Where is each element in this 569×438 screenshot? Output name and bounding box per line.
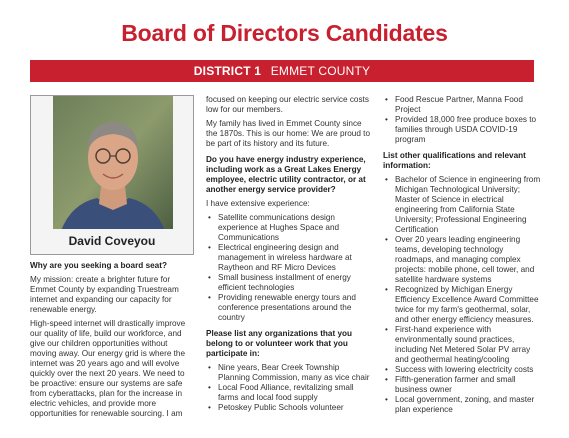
answer-internet: High-speed internet will drastically improve our quality of life, build our workforce, and give our children opportunities without moving away. Our energy grid is where the internet was 20 years ago and will evolve quickly over the next 20 years. We need to be proactive: ensure our systems are safe from cyberattacks, plan for the increase in electric vehicles, and provide more opportunities for renewable sourcing. I am (30, 319, 186, 418)
list-item: • Recognized by Michigan Energy Efficiency Excellence Award Committee twice for my farm's geothermal, solar, and other energy efficiency measures. (383, 285, 543, 325)
list-item: • Food Rescue Partner, Manna Food Project (383, 95, 543, 115)
answer-family: My family has lived in Emmet County since the 1870s. This is our home: We are proud to be part of its history and its future. (206, 119, 370, 148)
question-board-seat: Why are you seeking a board seat? (30, 261, 167, 270)
list-item: • Local government, zoning, and master plan experience (383, 395, 543, 415)
list-item: • Petoskey Public Schools volunteer (206, 403, 371, 413)
district-label: DISTRICT 1 (193, 64, 262, 78)
experience-list (206, 213, 371, 323)
column-1 (30, 95, 194, 419)
list-item: • Bachelor of Science in engineering from Michigan Technological University; Master of Science in electrical engineering from California State University; Professional Engineering Certification (383, 175, 543, 235)
county-label: EMMET COUNTY (270, 64, 371, 78)
column-2 (206, 95, 371, 413)
question-organizations: Please list any organizations that you belong to or volunteer work that you participate in: (206, 329, 353, 358)
list-item: • Local Food Alliance, revitalizing small farms and local food supply (206, 383, 371, 403)
list-item: • Success with lowering electricity costs (383, 365, 543, 375)
question-qualifications: List other qualifications and relevant information: (383, 151, 526, 170)
organizations-list-continued (383, 95, 543, 145)
list-item: • First-hand experience with environmentally sound practices, including Net Metered Solar PV array and geothermal heating/cooling (383, 325, 543, 365)
answer-mission: My mission: create a brighter future for Emmet County by expanding Truestream internet and expanding our capacity for renewable energy. (30, 275, 179, 314)
list-item: • Electrical engineering design and management in wireless hardware at Raytheon and RF Micro Devices (206, 243, 371, 273)
district-banner (30, 60, 534, 82)
column-3 (383, 95, 543, 415)
list-item: • Small business installment of energy efficient technologies (206, 273, 371, 293)
candidate-portrait (31, 96, 194, 231)
list-item: • Nine years, Bear Creek Township Planning Commission, many as vice chair (206, 363, 371, 383)
page-title: Board of Directors Candidates (121, 20, 448, 46)
list-item: • Providing renewable energy tours and conference presentations around the country (206, 293, 371, 323)
candidate-name: David Coveyou (31, 229, 193, 254)
question-energy-experience: Do you have energy industry experience, including work as a Great Lakes Energy employee, electric utility contractor, or at another energy service provider? (206, 155, 366, 194)
organizations-list (206, 363, 371, 413)
answer-costs: focused on keeping our electric service costs low for our members. (206, 95, 369, 114)
candidate-photo-card (30, 95, 194, 255)
answer-experience-intro: I have extensive experience: (206, 199, 310, 208)
list-item: • Fifth-generation farmer and small business owner (383, 375, 543, 395)
list-item: • Over 20 years leading engineering teams, developing technology roadmaps, and managing complex projects: mobile phone, cell tower, and satellite hardware systems (383, 235, 543, 285)
list-item: • Satellite communications design experience at Hughes Space and Communications (206, 213, 371, 243)
list-item: • Provided 18,000 free produce boxes to families through USDA COVID-19 program (383, 115, 543, 145)
qualifications-list (383, 175, 543, 415)
